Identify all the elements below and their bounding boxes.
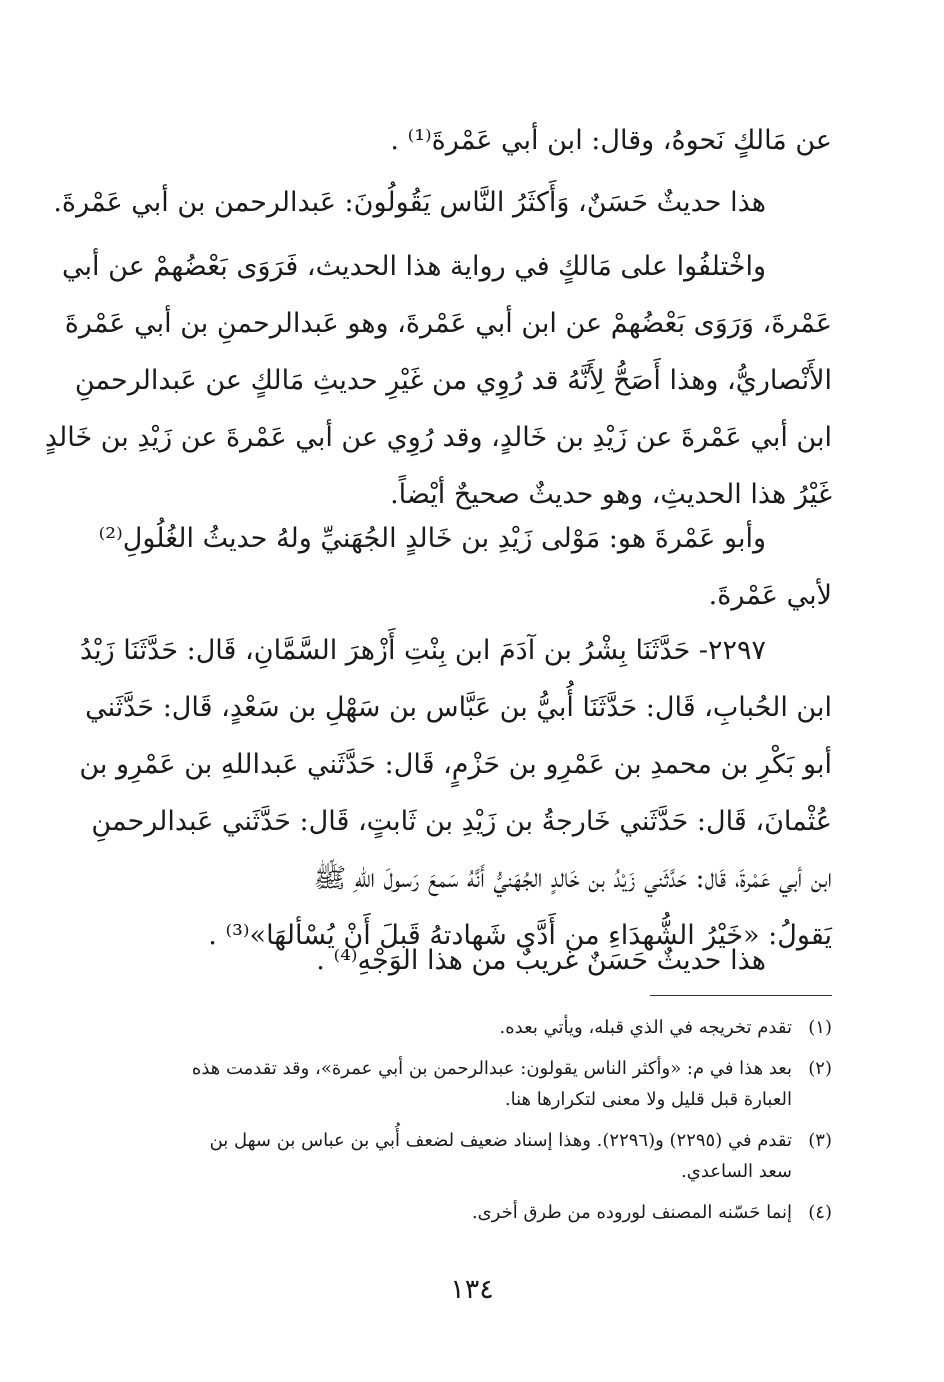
text-line: عُثْمانَ، قَال: حَدَّثَني خَارجةُ بن زَيْدِ بن ثَابتٍ، قَال: حَدَّثَني عَبدالرحمنِ xyxy=(91,806,832,837)
text-line: وأبو عَمْرةَ هو: مَوْلى زَيْدِ بن خَالدٍ الجُهَنيِّ ولهُ حديثُ الغُلُولِ⁽²⁾ xyxy=(98,523,766,554)
text-line: واخْتلفُوا على مَالكٍ في رواية هذا الحديث، فَرَوَى بَعْضُهمْ عن أبي xyxy=(62,251,766,282)
text-line: هذا حديثٌ حَسَنٌ، وَأَكثَرُ النَّاس يَقُولُونَ: عَبدالرحمن بن أبي عَمْرةَ. xyxy=(53,187,766,218)
footnote-number: (١) xyxy=(808,1017,832,1038)
text-line: ابن أبي عَمْرةَ عن زَيْدِ بن خَالدٍ، وقد رُوِي عن أبي عَمْرةَ عن زَيْدِ بن خَالدٍ xyxy=(44,422,832,453)
text-line: ٢٢٩٧- حَدَّثَنَا بِشْرُ بن آدَمَ ابن بِنْتِ أَزْهرَ السَّمَّانِ، قَال: حَدَّثَنَا زَيْدُ xyxy=(79,635,766,666)
footnote-2 xyxy=(100,1053,832,1115)
footnote-line: بعد هذا في م: «وأكثر الناس يقولون: عبدالرحمن بن أبي عمرة»، وقد تقدمت هذه xyxy=(191,1058,792,1079)
text-line: هذا حديثٌ حَسَنٌ غريبٌ من هذا الوَجْهِ⁽⁴⁾ . xyxy=(316,945,766,976)
page-number: ١٣٤ xyxy=(450,1274,494,1305)
footnote-text xyxy=(100,1197,792,1228)
footnote-line: تقدم في (٢٢٩٥) و(٢٢٩٦). وهذا إسناد ضعيف لضعف أُبي بن عباس بن سهل بن xyxy=(209,1130,792,1151)
footnote-text xyxy=(100,1012,792,1043)
footnote-number: (٢) xyxy=(808,1058,832,1079)
paragraph-1 xyxy=(100,112,832,169)
text-line: ابن الحُبابِ، قَال: حَدَّثَنَا أُبيُّ بن عَبَّاس بن سَهْلِ بن سَعْدٍ، قَال: حَدَّثَني xyxy=(85,692,832,723)
text-line: الأَنْصاريُّ، وهذا أَصَحُّ لِأَنَّهُ قد رُوِي من غَيْرِ حديثِ مَالكٍ عن عَبدالرحمنِ xyxy=(74,365,832,396)
paragraph-2 xyxy=(53,174,832,231)
paragraph-3 xyxy=(44,238,832,523)
paragraph-4 xyxy=(100,510,832,624)
footnote-4 xyxy=(100,1197,832,1228)
footnote-number: (٤) xyxy=(808,1202,832,1223)
text-line: أبو بَكْرِ بن محمدِ بن عَمْرِو بن حَزْمٍ، قَال: حَدَّثَني عَبداللهِ بن عَمْرِو بن xyxy=(79,749,832,780)
footnote-line: إنما حَسّنه المصنف لوروده من طرق أخرى. xyxy=(471,1202,792,1223)
hadith-2297 xyxy=(79,622,832,964)
footnote-line: تقدم تخريجه في الذي قبله، ويأتي بعده. xyxy=(499,1017,792,1038)
text-line: عَمْرةَ، وَرَوَى بَعْضُهمْ عن ابن أبي عَمْرةَ، وهو عَبدالرحمنِ بن أبي عَمْرةَ xyxy=(64,308,832,339)
text-line: غَيْرُ هذا الحديثِ، وهو حديثٌ صحيحٌ أيْضاً. xyxy=(390,479,832,510)
footnote-separator xyxy=(650,995,832,996)
footnote-3 xyxy=(100,1125,832,1187)
footnotes xyxy=(100,1012,832,1238)
footnote-line: سعد الساعدي. xyxy=(681,1161,792,1182)
text-line: لأبي عَمْرةَ. xyxy=(708,580,832,611)
text-line: ابن أبي عَمْرةَ، قَال: حَدَّثَني زَيْدُ بن خَالدٍ الجُهَنيُّ أَنَّهُ سَمعَ رَسولَ اللهِ ﷺ xyxy=(313,863,832,894)
footnote-text xyxy=(100,1125,792,1187)
paragraph-6 xyxy=(100,932,832,989)
footnote-line: العبارة قبل قليل ولا معنى لتكرارها هنا. xyxy=(504,1089,792,1110)
text-line: يَقولُ: «خَيْرُ الشُّهدَاءِ من أَدَّى شَهادتهُ قَبلَ أَنْ يُسْألهَا»⁽³⁾ . xyxy=(208,920,832,951)
footnote-number: (٣) xyxy=(808,1130,832,1151)
footnote-text xyxy=(100,1053,792,1115)
text-line: عن مَالكٍ نَحوهُ، وقال: ابن أبي عَمْرةَ⁽¹⁾ . xyxy=(390,125,832,156)
footnote-1 xyxy=(100,1012,832,1043)
